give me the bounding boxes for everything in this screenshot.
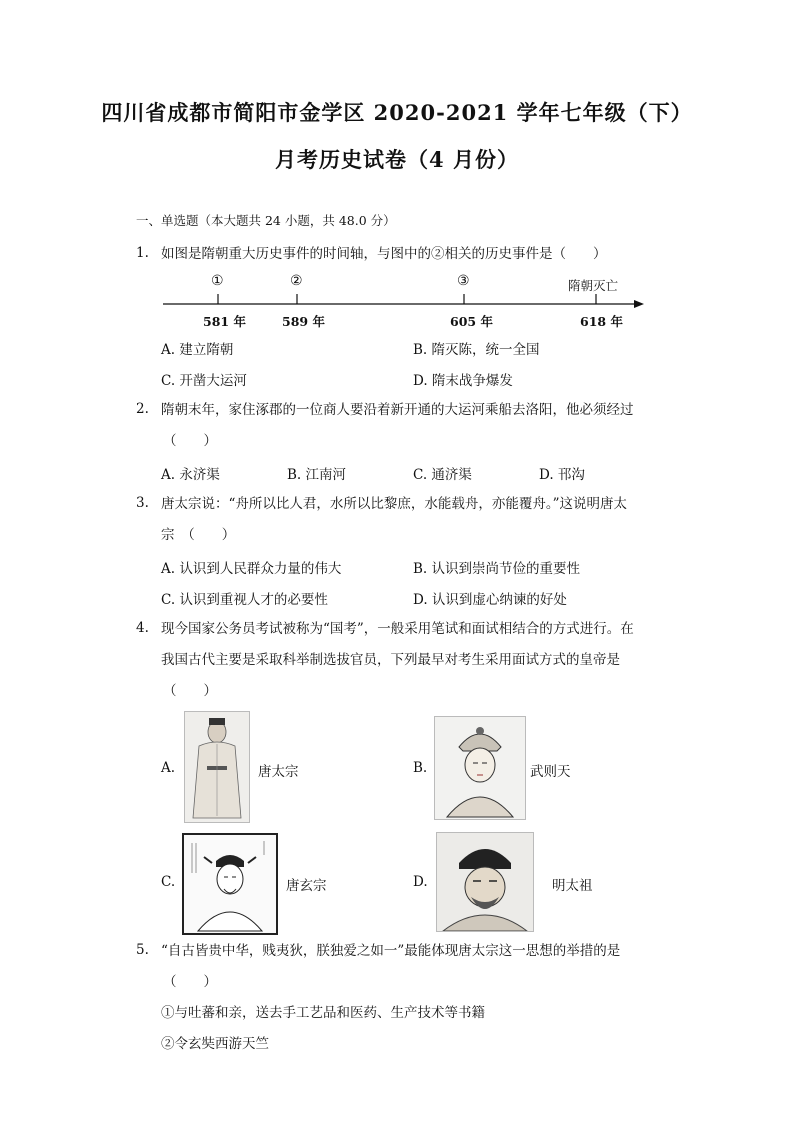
timeline-axis (0, 272, 794, 332)
q4-option-c[interactable]: C. (161, 874, 176, 890)
q3-option-a[interactable]: A. 认识到人民群众力量的伟大 (161, 561, 342, 577)
q4-stem-line2: 我国古代主要是采取科举制选拔官员，下列最早对考生采用面试方式的皇帝是 (161, 652, 620, 668)
timeline-year-605: 605 年 (450, 314, 493, 329)
q4-option-a-caption: 唐太宗 (258, 764, 299, 780)
q5-item-1: ①与吐蕃和亲，送去手工艺品和医药、生产技术等书籍 (161, 1005, 485, 1021)
q1-option-a[interactable]: A. 建立隋朝 (161, 342, 234, 358)
q3-option-c[interactable]: C. 认识到重视人才的必要性 (161, 592, 328, 608)
q2-option-b[interactable]: B. 江南河 (287, 467, 347, 483)
portrait-tang-xuanzong-image (182, 833, 278, 935)
q2-number: 2. (136, 401, 149, 417)
q4-option-b-caption: 武则天 (530, 764, 571, 780)
portrait-ming-taizu-image (436, 832, 534, 932)
q3-option-b[interactable]: B. 认识到崇尚节俭的重要性 (413, 561, 581, 577)
section-heading: 一、单选题（本大题共 24 小题，共 48.0 分） (136, 213, 396, 228)
timeline-mark-1: ① (211, 273, 224, 289)
timeline-mark-3: ③ (457, 273, 470, 289)
timeline-mark-4: 隋朝灭亡 (568, 278, 619, 293)
q4-stem-line1: 现今国家公务员考试被称为“国考”，一般采用笔试和面试相结合的方式进行。在 (161, 621, 634, 637)
portrait-wu-zetian-image (434, 716, 526, 820)
q1-option-b[interactable]: B. 隋灭陈，统一全国 (413, 342, 540, 358)
timeline-year-581: 581 年 (203, 314, 246, 329)
q2-option-a[interactable]: A. 永济渠 (161, 467, 220, 483)
q2-stem-line2: （ ） (163, 433, 217, 449)
exam-title-line2: 月考历史试卷（4 月份） (275, 147, 519, 172)
q4-stem-line3: （ ） (163, 683, 217, 699)
timeline-mark-2: ② (290, 273, 303, 289)
q1-number: 1. (136, 245, 149, 261)
q4-number: 4. (136, 620, 149, 636)
q2-option-c[interactable]: C. 通济渠 (413, 467, 472, 483)
portrait-tang-taizong-image (184, 711, 250, 823)
q5-stem-line2: （ ） (163, 974, 217, 990)
timeline-year-618: 618 年 (580, 314, 623, 329)
q5-number: 5. (136, 942, 149, 958)
q5-item-2: ②令玄奘西游天竺 (161, 1036, 269, 1052)
q2-option-d[interactable]: D. 邗沟 (539, 467, 585, 483)
q2-stem-line1: 隋朝末年，家住涿郡的一位商人要沿着新开通的大运河乘船去洛阳，他必须经过 (161, 402, 634, 418)
q4-option-c-caption: 唐玄宗 (286, 878, 327, 894)
q1-stem: 如图是隋朝重大历史事件的时间轴，与图中的②相关的历史事件是（ ） (161, 246, 607, 262)
q1-option-c[interactable]: C. 开凿大运河 (161, 373, 247, 389)
q5-stem-line1: “自古皆贵中华，贱夷狄，朕独爱之如一”最能体现唐太宗这一思想的举措的是 (161, 943, 621, 959)
q4-option-d[interactable]: D. (413, 874, 428, 890)
q3-stem-line2: 宗 （ ） (161, 527, 236, 543)
q3-number: 3. (136, 495, 149, 511)
q3-option-d[interactable]: D. 认识到虚心纳谏的好处 (413, 592, 567, 608)
q4-option-b[interactable]: B. (413, 760, 428, 776)
q1-option-d[interactable]: D. 隋末战争爆发 (413, 373, 513, 389)
q3-stem-line1: 唐太宗说：“舟所以比人君，水所以比黎庶，水能载舟，亦能覆舟。”这说明唐太 (161, 496, 628, 512)
q4-option-a[interactable]: A. (161, 760, 176, 776)
q4-option-d-caption: 明太祖 (552, 878, 593, 894)
exam-title-line1: 四川省成都市简阳市金学区 2020-2021 学年七年级（下） (101, 100, 693, 125)
timeline-year-589: 589 年 (282, 314, 325, 329)
